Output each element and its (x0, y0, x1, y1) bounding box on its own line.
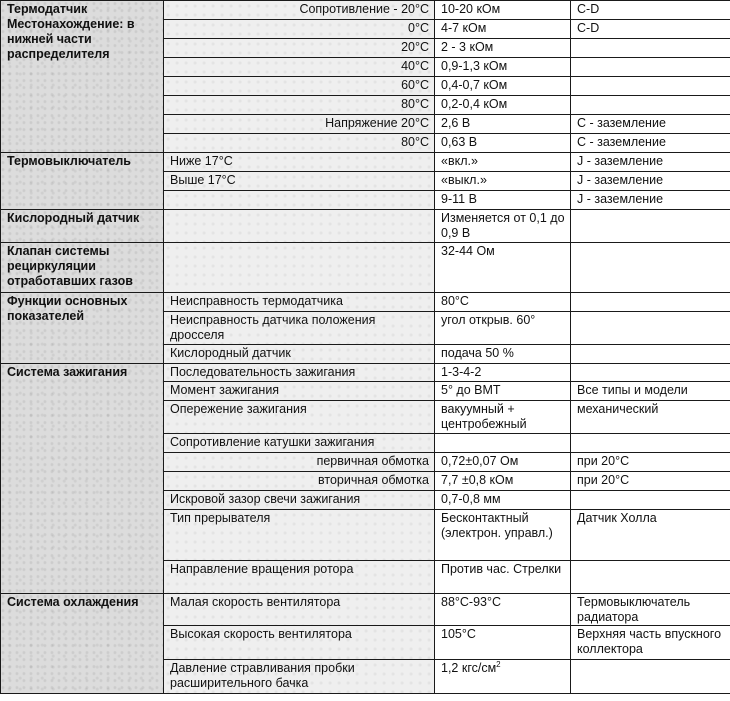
section-ignition: Система зажигания (1, 364, 164, 594)
param-cell: 40°C (164, 58, 435, 77)
param-cell: Давление стравливания пробки расширительного бачка (164, 660, 435, 694)
note-cell: J - заземление (571, 153, 730, 172)
pressure-value: 1,2 кгс/см (441, 661, 497, 675)
value-cell: Изменяется от 0,1 до 0,9 В (435, 210, 571, 243)
section-egr: Клапан системы рециркуляции отработавших газов (1, 243, 164, 293)
param-cell: Сопротивление - 20°C (164, 1, 435, 20)
value-cell: 5° до ВМТ (435, 382, 571, 401)
value-cell (435, 660, 571, 694)
param-cell: 20°C (164, 39, 435, 58)
value-cell: 10-20 кОм (435, 1, 571, 20)
param-cell: вторичная обмотка (164, 472, 435, 491)
note-cell (571, 39, 730, 58)
param-cell (164, 191, 435, 210)
value-cell: 0,4-0,7 кОм (435, 77, 571, 96)
note-cell: механический (571, 401, 730, 434)
param-cell: первичная обмотка (164, 453, 435, 472)
note-cell: Термовыключатель радиатора (571, 594, 730, 626)
param-cell: Напряжение 20°C (164, 115, 435, 134)
note-cell: Верхняя часть впускного коллектора (571, 626, 730, 660)
section-oxygen: Кислородный датчик (1, 210, 164, 243)
value-cell: 9-11 В (435, 191, 571, 210)
note-cell: при 20°C (571, 453, 730, 472)
note-cell (571, 243, 730, 293)
note-cell (571, 434, 730, 453)
param-cell: Неисправность термодатчика (164, 293, 435, 312)
param-cell: Ниже 17°C (164, 153, 435, 172)
param-cell: Сопротивление катушки зажигания (164, 434, 435, 453)
table-row (1, 243, 730, 293)
value-cell: 88°C-93°C (435, 594, 571, 626)
note-cell: Все типы и модели (571, 382, 730, 401)
value-cell (435, 434, 571, 453)
value-cell: 1-3-4-2 (435, 364, 571, 382)
note-cell: C-D (571, 20, 730, 39)
value-cell: 0,72±0,07 Ом (435, 453, 571, 472)
note-cell: при 20°C (571, 472, 730, 491)
value-cell: 0,2-0,4 кОм (435, 96, 571, 115)
value-cell: 4-7 кОм (435, 20, 571, 39)
param-cell: Тип прерывателя (164, 510, 435, 561)
note-cell (571, 660, 730, 694)
value-cell: подача 50 % (435, 345, 571, 364)
value-cell: 0,63 В (435, 134, 571, 153)
note-cell (571, 345, 730, 364)
value-cell: 0,7-0,8 мм (435, 491, 571, 510)
section-cooling: Система охлаждения (1, 594, 164, 694)
note-cell (571, 491, 730, 510)
param-cell: 80°C (164, 96, 435, 115)
table-row (1, 210, 730, 243)
param-cell: 80°C (164, 134, 435, 153)
param-cell: Искровой зазор свечи зажигания (164, 491, 435, 510)
table-row (1, 293, 730, 312)
section-functions: Функции основных показателей (1, 293, 164, 364)
param-cell: Выше 17°C (164, 172, 435, 191)
table-row (1, 1, 730, 20)
value-cell: Против час. Стрелки (435, 561, 571, 594)
note-cell: J - заземление (571, 172, 730, 191)
note-cell (571, 561, 730, 594)
note-cell (571, 312, 730, 345)
value-cell: «выкл.» (435, 172, 571, 191)
value-cell: Бесконтактный (электрон. управл.) (435, 510, 571, 561)
note-cell (571, 96, 730, 115)
param-cell: Высокая скорость вентилятора (164, 626, 435, 660)
value-cell: угол открыв. 60° (435, 312, 571, 345)
param-cell: Направление вращения ротора (164, 561, 435, 594)
param-cell (164, 210, 435, 243)
note-cell (571, 364, 730, 382)
section-switch: Термовыключатель (1, 153, 164, 210)
value-cell: 2 - 3 кОм (435, 39, 571, 58)
value-cell: «вкл.» (435, 153, 571, 172)
param-cell: Малая скорость вентилятора (164, 594, 435, 626)
section-sensor: Термодатчик Местонахождение: в нижней части распределителя (1, 1, 164, 153)
pressure-unit-exponent: 2 (496, 659, 501, 669)
table-row (1, 594, 730, 626)
table-row (1, 364, 730, 382)
value-cell: 32-44 Ом (435, 243, 571, 293)
note-cell (571, 210, 730, 243)
param-cell: 0°C (164, 20, 435, 39)
note-cell: С - заземление (571, 115, 730, 134)
param-cell: Кислородный датчик (164, 345, 435, 364)
note-cell (571, 58, 730, 77)
param-cell: Момент зажигания (164, 382, 435, 401)
param-cell: Опережение зажигания (164, 401, 435, 434)
value-cell: 0,9-1,3 кОм (435, 58, 571, 77)
note-cell: Датчик Холла (571, 510, 730, 561)
note-cell: С - заземление (571, 134, 730, 153)
value-cell: вакуумный + центробежный (435, 401, 571, 434)
value-cell: 105°C (435, 626, 571, 660)
value-cell: 7,7 ±0,8 кОм (435, 472, 571, 491)
note-cell (571, 293, 730, 312)
note-cell: J - заземление (571, 191, 730, 210)
value-cell: 80°C (435, 293, 571, 312)
param-cell: Последовательность зажигания (164, 364, 435, 382)
note-cell (571, 77, 730, 96)
param-cell: 60°C (164, 77, 435, 96)
param-cell (164, 243, 435, 293)
table-row (1, 153, 730, 172)
param-cell: Неисправность датчика положения дросселя (164, 312, 435, 345)
value-cell: 2,6 В (435, 115, 571, 134)
note-cell: C-D (571, 1, 730, 20)
